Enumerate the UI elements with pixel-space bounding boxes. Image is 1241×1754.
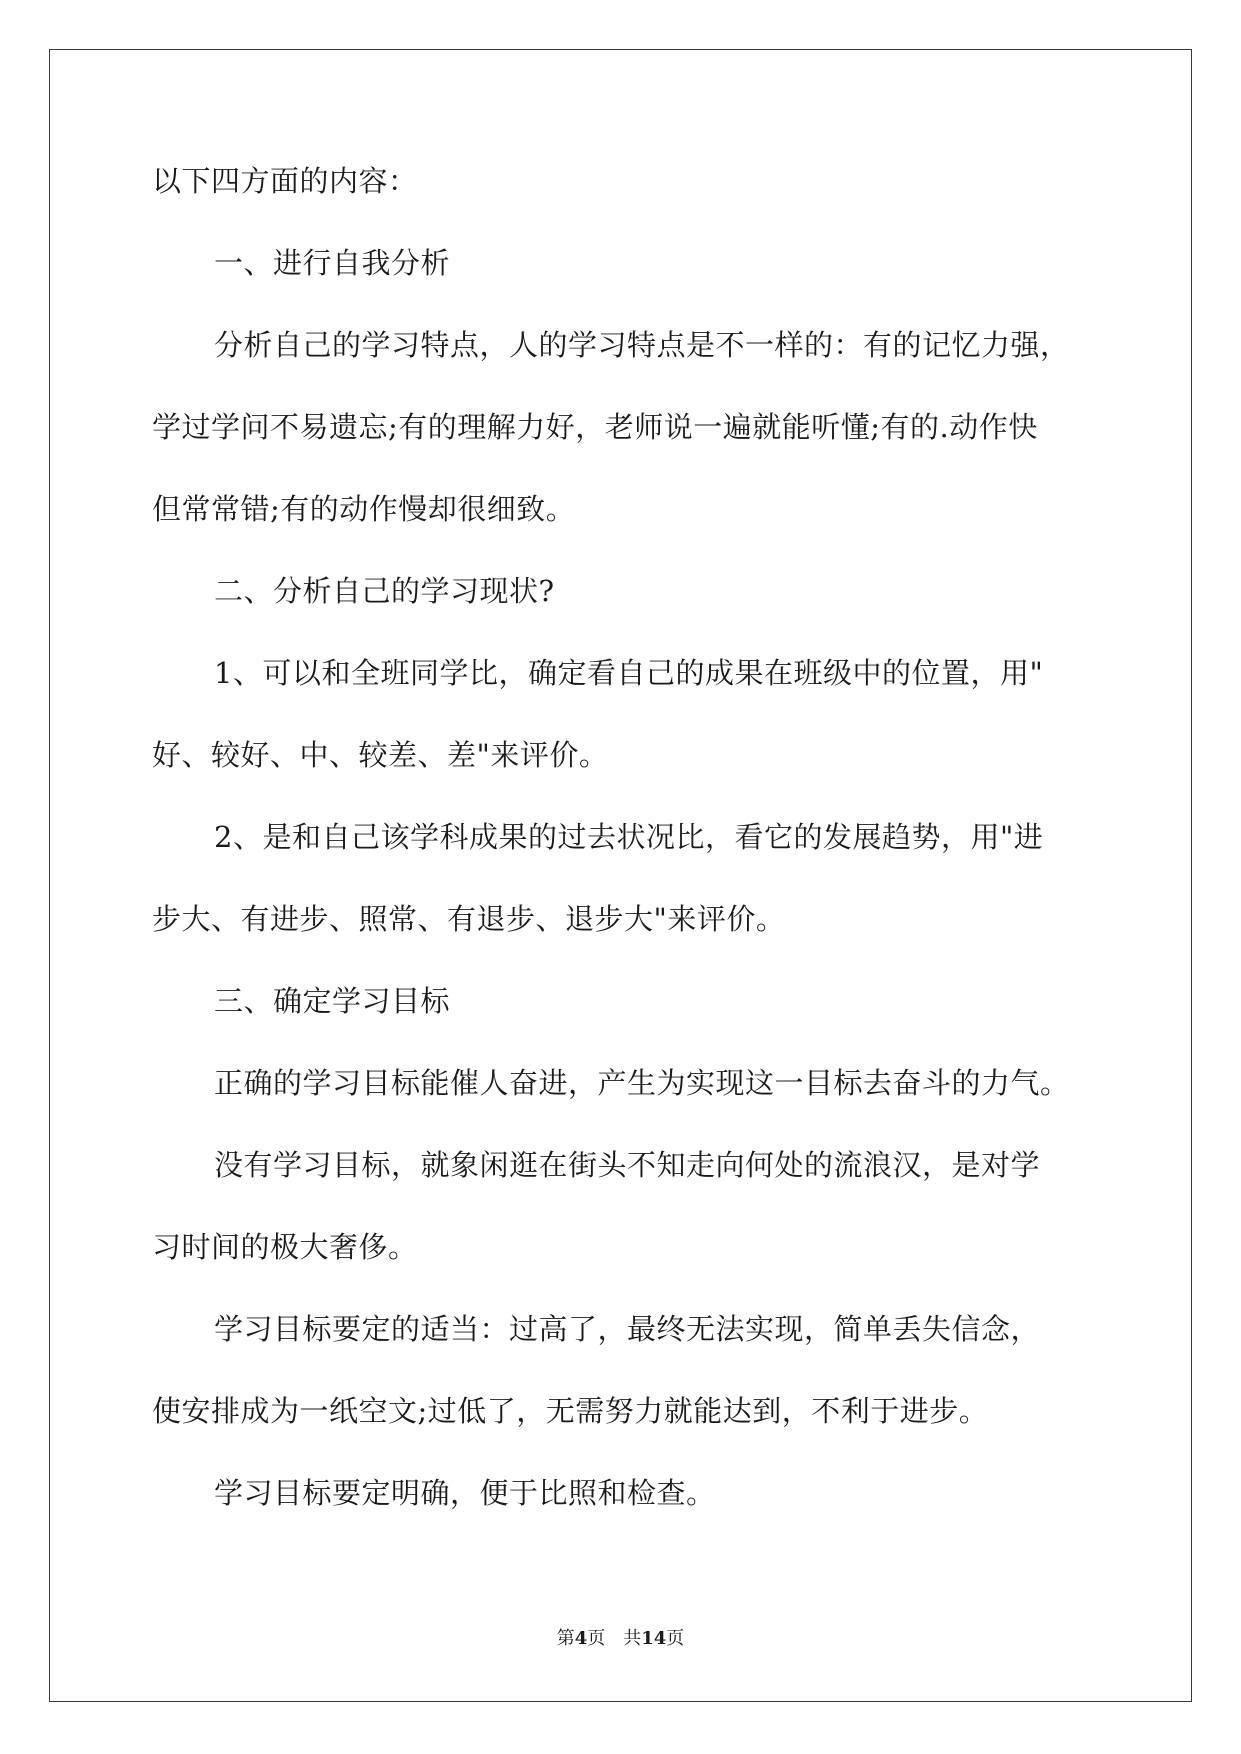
page-border (49, 49, 1192, 1702)
text-line: 习时间的极大奢侈。 (152, 1230, 418, 1264)
section-heading: 一、进行自我分析 (214, 246, 451, 280)
text-line: 分析自己的学习特点，人的学习特点是不一样的：有的记忆力强， (214, 328, 1070, 362)
page-total: 14 (641, 1628, 667, 1649)
text-line: 学过学问不易遗忘;有的理解力好，老师说一遍就能听懂;有的.动作快 (152, 410, 1038, 444)
text-line: 2、是和自己该学科成果的过去状况比，看它的发展趋势，用"进 (214, 820, 1044, 854)
total-prefix: 共 (623, 1628, 642, 1649)
text-line: 学习目标要定的适当：过高了，最终无法实现，简单丢失信念， (214, 1312, 1041, 1346)
text-line: 步大、有进步、照常、有退步、退步大"来评价。 (152, 902, 786, 936)
page-current: 4 (574, 1628, 588, 1649)
text-line: 1、可以和全班同学比，确定看自己的成果在班级中的位置，用" (214, 656, 1044, 690)
page-prefix: 第 (556, 1628, 575, 1649)
text-line: 但常常错;有的动作慢却很细致。 (152, 492, 576, 526)
text-line: 没有学习目标，就象闲逛在街头不知走向何处的流浪汉，是对学 (214, 1148, 1041, 1182)
text-line: 以下四方面的内容： (152, 164, 418, 198)
section-heading: 三、确定学习目标 (214, 984, 451, 1018)
text-line: 正确的学习目标能催人奋进，产生为实现这一目标去奋斗的力气。 (214, 1066, 1070, 1100)
section-heading: 二、分析自己的学习现状? (214, 574, 555, 608)
page-footer (0, 1624, 1241, 1650)
text-line: 学习目标要定明确，便于比照和检查。 (214, 1476, 716, 1510)
total-suffix: 页 (666, 1628, 685, 1649)
text-line: 好、较好、中、较差、差"来评价。 (152, 738, 609, 772)
page-suffix: 页 (587, 1628, 606, 1649)
text-line: 使安排成为一纸空文;过低了，无需努力就能达到，不利于进步。 (152, 1394, 989, 1428)
